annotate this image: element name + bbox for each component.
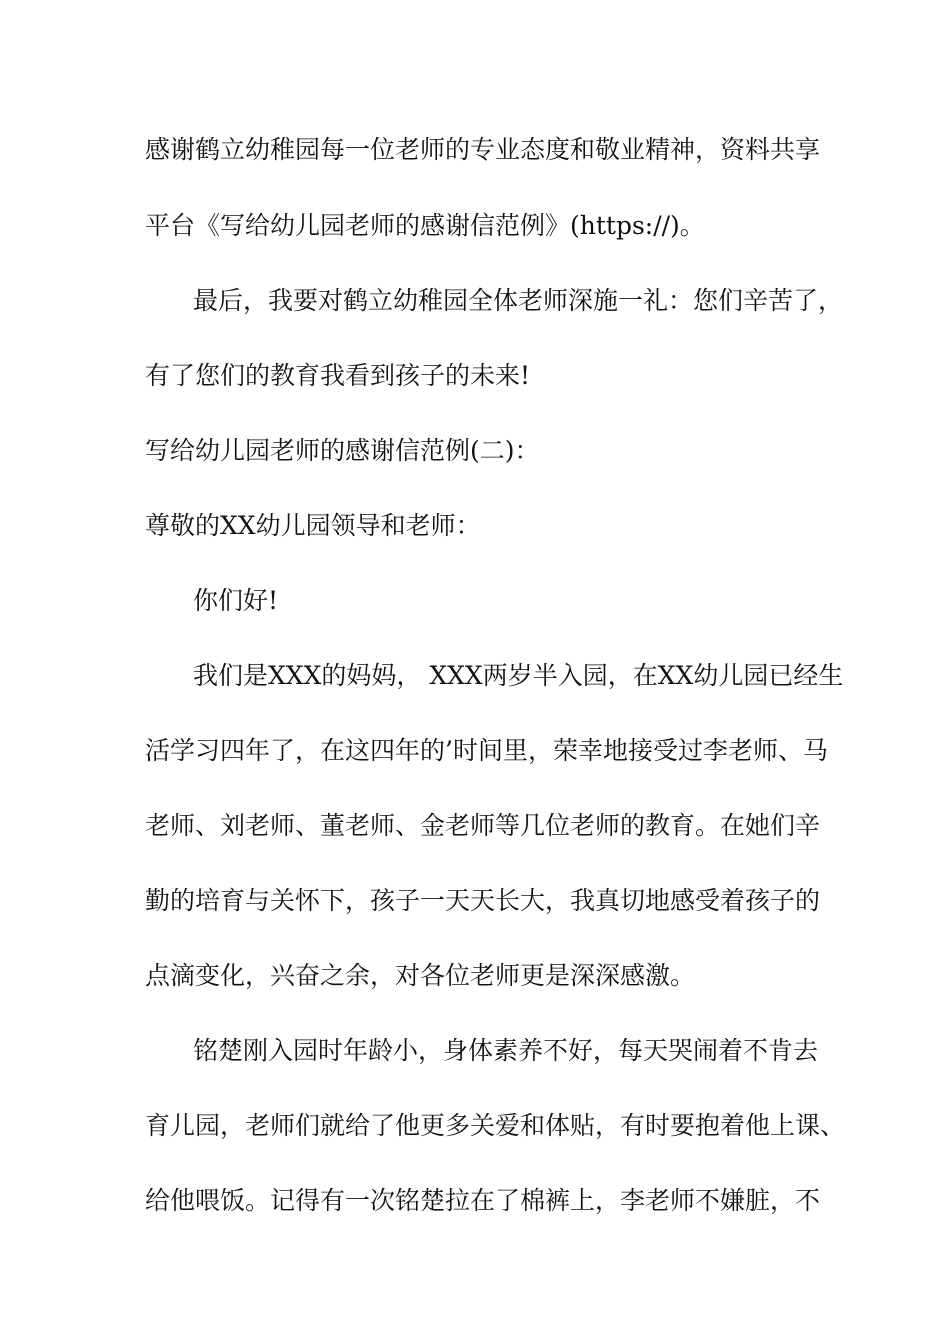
paragraph-line: 有了您们的教育我看到孩子的未来!: [145, 361, 531, 390]
salutation: 尊敬的XX幼儿园领导和老师：: [145, 511, 481, 540]
section-heading: 写给幼儿园老师的感谢信范例(二)：: [145, 436, 540, 465]
paragraph-line: 点滴变化，兴奋之余，对各位老师更是深深感激。: [145, 961, 696, 990]
paragraph-line: 给他喂饭。记得有一次铭楚拉在了棉裤上，李老师不嫌脏，不: [145, 1186, 821, 1215]
greeting: 你们好!: [193, 586, 279, 615]
paragraph-line: 平台《写给幼儿园老师的感谢信范例》(https://)。: [145, 211, 705, 240]
paragraph-line: 我们是XXX的妈妈， XXX两岁半入园，在XX幼儿园已经生: [193, 661, 844, 690]
paragraph-line: 活学习四年了，在这四年的’时间里，荣幸地接受过李老师、马: [145, 736, 828, 765]
paragraph-line: 育儿园，老师们就给了他更多关爱和体贴，有时要抱着他上课、: [145, 1111, 846, 1140]
paragraph-line: 感谢鹤立幼稚园每一位老师的专业态度和敬业精神，资料共享: [145, 135, 821, 164]
paragraph-line: 最后，我要对鹤立幼稚园全体老师深施一礼：您们辛苦了，: [193, 286, 844, 315]
paragraph-line: 老师、刘老师、董老师、金老师等几位老师的教育。在她们辛: [145, 811, 821, 840]
paragraph-line: 铭楚刚入园时年龄小，身体素养不好，每天哭闹着不肯去: [193, 1036, 819, 1065]
paragraph-line: 勤的培育与关怀下，孩子一天天长大，我真切地感受着孩子的: [145, 886, 821, 915]
